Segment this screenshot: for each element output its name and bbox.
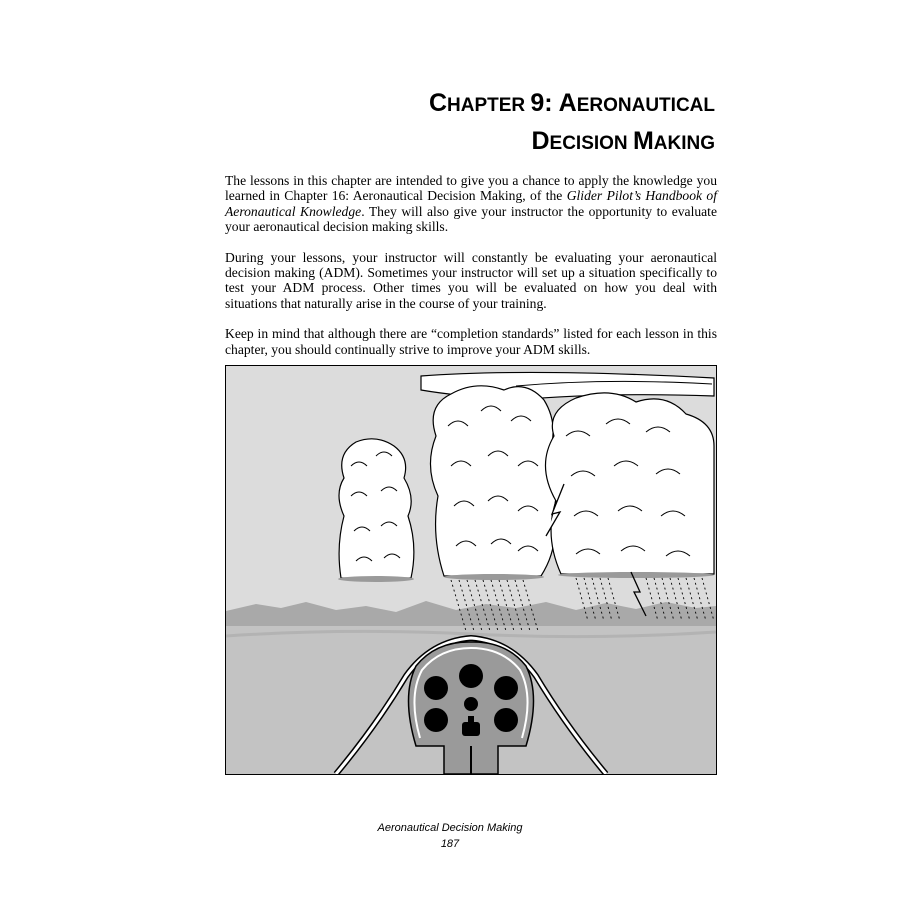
instrument-gauge [494,708,518,732]
paragraph-3: Keep in mind that although there are “completion standards” listed for each lesson in this chapter, you should continually strive to improve your ADM skills. [225,326,717,357]
cumulus-cloud-middle [430,386,556,576]
title-part: ERONAUTICAL [576,95,715,116]
paragraph-1 [225,173,717,235]
paragraph-1-text-a: The lessons in this chapter are intended to give you a chance to apply the knowledge you learned in Chapter 16: Aeronautical Decision Making, of the [225,173,717,204]
handbook-title: Glider Pilot’s Handbook of Aeronautical Knowledge [225,188,718,219]
chapter-title-line-2 [195,124,715,162]
title-part: M [632,127,654,155]
instrument-gauge [494,676,518,700]
compass [462,722,480,736]
instrument-gauge [424,708,448,732]
title-part: ECISION [549,133,633,154]
footer-title: Aeronautical Decision Making [377,822,523,834]
instrument-gauge [424,676,448,700]
chapter-intro [225,173,717,372]
chapter-title [195,86,715,162]
cumulus-cloud-left [339,439,414,578]
paragraph-1-text-b: . They will also give your instructor the opportunity to evaluate your aeronautical decision making skills. [225,203,717,235]
title-part: 9: A [530,89,577,117]
paragraph-2: During your lessons, your instructor will constantly be evaluating your aeronautical decision making (ADM). Sometimes your instructor will set up a situation specifically to test your ADM process. Other times you will be evaluated on how you deal with situations that naturally arise in the course of your training. [225,249,717,311]
page-number: 187 [440,838,460,850]
title-part: C [428,89,447,117]
cockpit-view-illustration [225,365,717,775]
title-part: D [531,127,550,155]
instrument-gauge [459,664,483,688]
title-part: HAPTER [447,95,531,116]
title-part: AKING [653,133,715,154]
chapter-title-line-1 [195,86,715,124]
instrument-gauge [464,697,478,711]
